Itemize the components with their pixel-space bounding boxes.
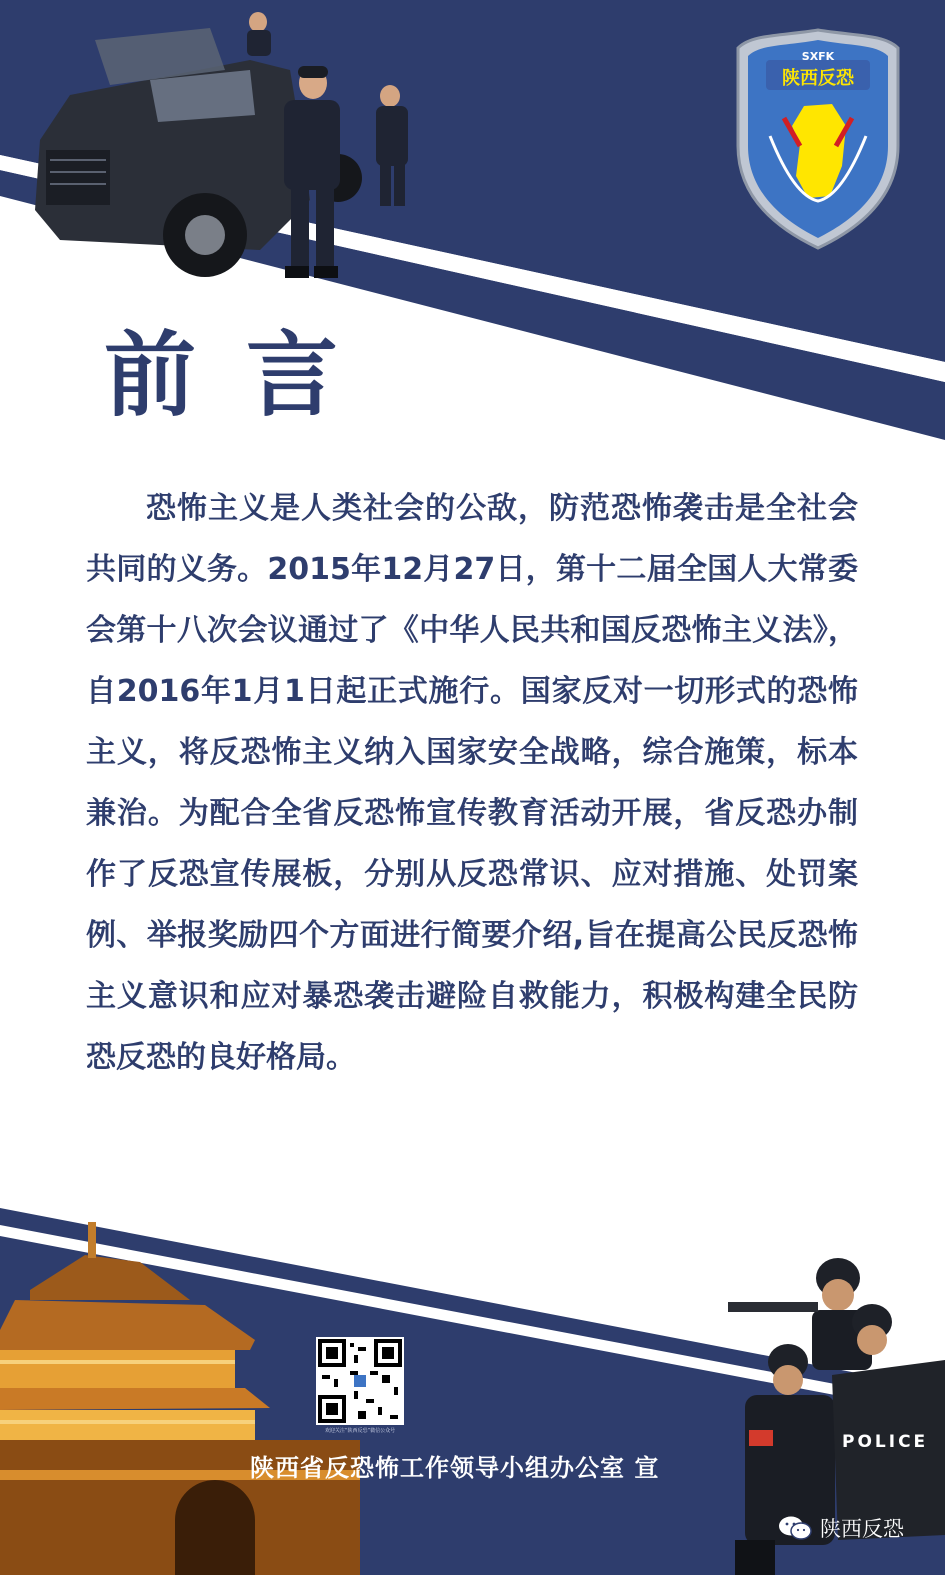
preface-paragraph: 恐怖主义是人类社会的公敌，防范恐怖袭击是全社会共同的义务。2015年12月27日，第十二届全国人大常委会第十八次会议通过了《中华人民共和国反恐怖主义法》，自2016年1月1日起正式施行。国家反对一切形式的恐怖主义，将反恐怖主义纳入国家安全战略，综合施策，标本兼治。为配合全省反恐怖宣传教育活动开展，省反恐办制作了反恐宣传展板，分别从反恐常识、应对措施、处罚案例、举报奖励四个方面进行简要介绍,旨在提高公民反恐怖主义意识和应对暴恐袭击避险自救能力，积极构建全民防恐反恐的良好格局。 [86, 491, 858, 1075]
qr-code-icon [316, 1337, 404, 1425]
footer-organization: 陕西省反恐怖工作领导小组办公室 宣 [250, 1454, 660, 1482]
wechat-watermark [778, 1513, 904, 1543]
wechat-icon [778, 1515, 812, 1541]
watermark-text: 陕西反恐 [820, 1517, 904, 1541]
page-title: 前言 [104, 322, 389, 429]
badge-name: 陕西反恐 [782, 68, 854, 89]
badge-abbr: SXFK [801, 50, 835, 63]
qr-caption: 欢迎关注“陕西反恐”微信公众号 [324, 1428, 396, 1434]
preface-body [86, 478, 858, 1088]
police-shield-label: POLICE [842, 1432, 929, 1452]
